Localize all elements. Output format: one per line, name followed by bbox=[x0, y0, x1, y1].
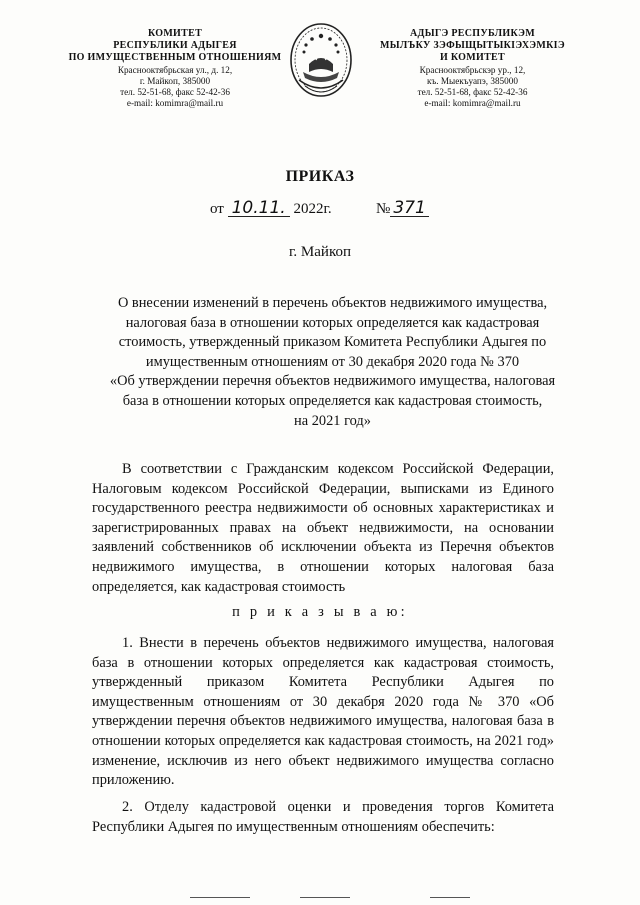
email-line: e-mail: komimra@mail.ru bbox=[126, 98, 224, 109]
subject-line: «Об утверждении перечня объектов недвижимого имущества, налоговая bbox=[109, 373, 556, 390]
subject-line: налоговая база в отношении которых определяется как кадастровая bbox=[125, 314, 540, 331]
phone-line: тел. 52-51-68, факс 52-42-36 bbox=[417, 87, 528, 97]
date-prefix: от bbox=[210, 201, 224, 217]
org-name-line: МЫЛЪКУ ЗЭФЫЩЫТЫКІЭХЭМКІЭ bbox=[380, 40, 565, 52]
org-name-line: КОМИТЕТ bbox=[147, 28, 203, 39]
subject-line: база в отношении которых определяется как кадастровая стоимость, bbox=[122, 392, 543, 409]
org-name-line: АДЫГЭ РЕСПУБЛИКЭМ bbox=[410, 28, 535, 39]
address-line: Краснооктябрьскэр ур., 12, bbox=[419, 64, 526, 75]
subject-line: имущественным отношениям от 30 декабря 2020 года № 370 bbox=[145, 353, 520, 370]
document-number bbox=[376, 200, 429, 218]
org-name-line: И КОМИТЕТ bbox=[440, 52, 505, 64]
order-item-1: 1. Внести в перечень объектов недвижимого имущества, налоговая база в отношении которых определяется как кадастровая стоимость, утвержденный приказом Комитета Республики Адыгея по имущественным отношениям от 30 декабря 2020 года № 370 «Об утверждении перечня объектов недвижимого имущества, налоговая база в отношении которых определяется как кадастровая стоимость, на 2021 год» изменение, исключив из него объект недвижимого имущества согласно приложению. bbox=[92, 635, 554, 789]
handwritten-date: 10.11. bbox=[228, 200, 290, 217]
email-line: e-mail: komimra@mail.ru bbox=[424, 98, 521, 109]
order-word: п р и к а з ы в а ю: bbox=[232, 604, 408, 620]
date-suffix: 2022г. bbox=[293, 201, 332, 217]
scan-artifact bbox=[430, 897, 470, 898]
subject-line: О внесении изменений в перечень объектов недвижимого имущества, bbox=[117, 295, 548, 311]
handwritten-number: 371 bbox=[390, 200, 428, 217]
scan-artifact bbox=[190, 897, 250, 898]
document-title: ПРИКАЗ bbox=[285, 168, 355, 185]
header-right bbox=[360, 28, 585, 109]
number-prefix: № bbox=[376, 201, 391, 217]
document-subject bbox=[80, 294, 585, 431]
address-line: Краснооктябрьская ул., д. 12, bbox=[117, 64, 233, 75]
subject-line: на 2021 год» bbox=[294, 412, 371, 429]
document-city: г. Майкоп bbox=[288, 244, 352, 260]
preamble-paragraph: В соответствии с Гражданским кодексом Российской Федерации, Налоговым кодексом Российской Федерации, выписками из Единого государственного реестра недвижимости об основных характеристиках и зарегистрированных правах на объект недвижимости, на основании заявлений собственников об исключении объекта из Перечня объектов недвижимого имущества, в отношении которых налоговая база определяется, как кадастровая стоимость bbox=[92, 461, 554, 595]
order-item-2: 2. Отделу кадастровой оценки и проведения торгов Комитета Республики Адыгея по имущественным отношениям обеспечить: bbox=[92, 799, 554, 835]
phone-line: тел. 52-51-68, факс 52-42-36 bbox=[120, 87, 230, 97]
scan-artifact bbox=[300, 897, 350, 898]
org-name-line: РЕСПУБЛИКИ АДЫГЕЯ bbox=[113, 40, 237, 52]
republic-of-adygea-coat-of-arms-icon bbox=[283, 16, 359, 106]
org-name-line: ПО ИМУЩЕСТВЕННЫМ ОТНОШЕНИЯМ bbox=[68, 52, 282, 64]
subject-line: стоимость, утвержденный приказом Комитета Республики Адыгея по bbox=[118, 334, 547, 351]
address-line: г. Майкоп, 385000 bbox=[139, 75, 211, 86]
header-left bbox=[60, 28, 290, 109]
address-line: къ. Мыекъуапэ, 385000 bbox=[427, 75, 518, 86]
document-date bbox=[210, 200, 332, 218]
